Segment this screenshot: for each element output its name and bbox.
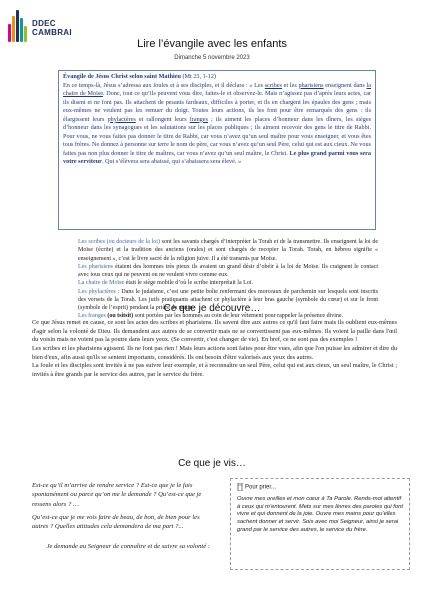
logo-text-line2: CAMBRAI [32, 28, 72, 37]
prayer-box [230, 478, 410, 570]
logo-text-line1: DDEC [32, 19, 56, 28]
gospel-box: Évangile de Jésus Christ selon saint Mathieu (Mt 23, 1-12) En ce temps-là, Jésus s’adressa aux foules et à ses disciples, et il déclara : « Les scribes et les pharisiens enseignent dans la chaire de Moïse. Donc, tout ce qu’ils peuvent vous dire, faites-le et observez-le. Mais n’agissez pas d’après leurs actes, car ils disent et ne font pas. Ils attachent de pesants fardeaux, difficiles à porter, et ils en chargent les épaules des gens ; mais eux-mêmes ne veulent pas les remuer du doigt. Toutes leurs actions, ils les font pour être remarqués des gens : ils élargissent leurs phylactères et rallongent leurs franges ; ils aiment les places d’honneur dans les dîners, les sièges d’honneur dans les synagogues et les salutations sur les places publiques ; ils aiment recevoir des gens le titre de Rabbi. Pour vous, ne vous faites pas donner le titre de Rabbi, car vous n’avez qu’un seul maître pour vous enseigner, et vous êtes tous frères. Ne donnez à personne sur terre le nom de père, car vous n’avez qu’un seul Père, celui qui est aux cieux. Ne vous faites pas non plus donner le titre de maîtres, car vous n’avez qu’un seul maître, le Christ. Le plus grand parmi vous sera votre serviteur. Qui s’élèvera sera abaissé, qui s’abaissera sera élevé. » [58, 70, 376, 230]
gospel-link-franges: franges [189, 115, 208, 123]
gospel-heading: Évangile de Jésus Christ selon saint Mathieu (Mt 23, 1-12) [63, 73, 216, 80]
page-date: Dimanche 5 novembre 2023 [174, 55, 250, 61]
prayer-text: Ouvre mes oreilles et mon cœur à Ta Parole. Rends-moi attentif à ceux qui m’entourent. Mets sur mes lèvres des paroles qui font vivre et qui donnent de la joie. Ouvre mes mains pour qu’elles sachent donner et servir. Sois avec moi Seigneur, ainsi je serai grand par le service des autres, le service du frère. [237, 496, 403, 533]
paragraph: Ce que Jésus remet en cause, ce sont les actes des scribes et pharisiens. Ils savent dire aux autres ce qu'il faut faire mais ils oublient eux-mêmes d'agir selon la volonté de Dieu. Ils demandent aux autres de se convertir mais ne se convertissent pas eux-mêmes. Ils voient la paille dans l'œil du voisin mais ne voient pas la poutre dans leurs yeux. (Se convertir, c'est changer de vie). En bref, ce ne sont pas des exemples ! [32, 319, 397, 344]
section-decouvre-title: Ce que je découvre… [163, 303, 261, 314]
paragraph: La foule et les disciples sont invités à ne pas suivre leur exemple, et à reconnaître un seul Père, celui qui est aux cieux, un seul maître, le Christ ; invités à être grands par le service des autres, par le service du frère. [32, 362, 397, 379]
gospel-link-phylacteres: phylactères [107, 115, 136, 123]
gospel-link-scribes: scribes [264, 81, 282, 89]
reflection-questions [32, 481, 210, 555]
gospel-link-chaire: la chaire de Moïse [63, 81, 371, 98]
section-vis-title: Ce que je vis… [178, 458, 246, 469]
page-title: Lire l’évangile avec les enfants [137, 38, 287, 50]
gospel-link-pharisiens: pharisiens [298, 81, 324, 89]
gospel-text: En ce temps-là, Jésus s’adressa aux foules et à ses disciples, et il déclara : « Les [63, 81, 265, 89]
pen-icon [237, 483, 243, 491]
glossary-item: La chaire de Moïse était le siège mobile d’où le scribe interprétait la Loi. [78, 280, 253, 287]
prayer-intro: Je demande au Seigneur de connaître et de suivre sa volonté : [46, 542, 210, 550]
gospel-key-phrase: Le plus grand parmi vous sera votre serviteur [63, 149, 371, 166]
glossary-item: Les phylactères : Dans le judaïsme, c’est une petite boîte renfermant des morceaux de parchemin sur lesquels sont inscrits des versets de la Torah. Les juifs pratiquants attachent ce phylactère à leur bras gauche (symbole du cœur) et sur le front (symbole de l’esprit) pendant la prière du matin. [78, 288, 378, 312]
paragraph: Les scribes et les pharisiens agissent. Ils ne font pas rien ! Mais leurs actions sont faites pour être vues, afin que l'on puisse les admirer et dire du bien d'eux, afin aussi qu'ils se sentent importants, considérés. Ils ont besoin d'être valorisés aux yeux des autres. [32, 345, 397, 361]
glossary-item: Les scribes (ou docteurs de la loi) sont les savants chargés d’interpréter la Torah et de la transmettre. Ils enseignent la loi de Moïse (écrite) et la tradition des anciens (orales) et sont chargés de recopier la Torah. Torah, en hébreu signifie « enseignement », c’est le livre sacré de la religion juive. Il a été transmis par Moïse. [78, 239, 378, 262]
prayer-heading: Pour prier... [237, 483, 403, 492]
section-decouvre-text [32, 319, 397, 380]
glossary-item: Les franges (ou tsitsit) sont portées par les hommes au coin de leur vêtement pour rappeler la présence divine. [78, 313, 344, 320]
question: Est-ce qu’il m’arrive de rendre service ? Est-ce que je le fais spontanément ou parce qu’on me le demande ? Qu’est-ce que je ressens alors ? … [32, 482, 202, 508]
glossary-item: Les pharisiens étaient des hommes très pieux ils avaient un grand désir d’obéir à la loi de Moïse. Ils craignent le contact avec tous ceux qui ne peuvent ou ne veulent vivre comme eux. [78, 263, 379, 279]
question: Qu’est-ce que je me vois faire de beau, de bon, de bien pour les autres ? Quelles attitudes cela demandera de ma part ?... [32, 514, 200, 531]
